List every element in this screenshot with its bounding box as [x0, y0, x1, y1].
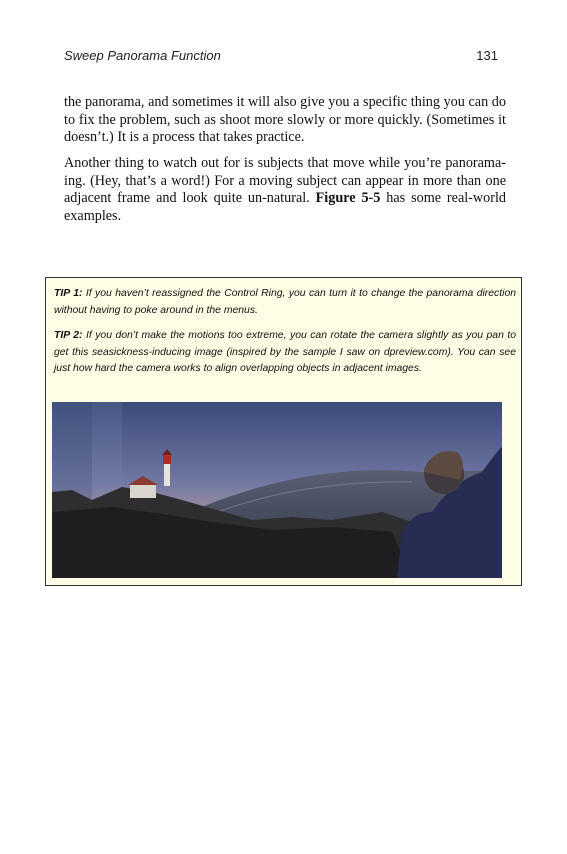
- page-number: 131: [476, 48, 498, 63]
- body-paragraph-1: the panorama, and sometimes it will also give you a specific thing you can do to fix the problem, such as shoot more slowly or more quickly. (Sometimes it doesn’t.) It is a process that takes practice.: [64, 94, 506, 145]
- panorama-image: [52, 402, 502, 578]
- figure-reference: Figure 5-5: [315, 190, 381, 206]
- paragraph-2-text: Another thing to watch out for is subjects that move while you’re panorama-ing. (Hey, that’s a word!) For a moving subject can appear in more than one adjacent frame and look quite un-natural.: [64, 155, 506, 206]
- paragraph-2-tail: has some real-world examples.: [64, 190, 507, 224]
- tip-2: [54, 328, 516, 378]
- tip-2-label: TIP 2:: [54, 330, 83, 341]
- page-header: [64, 48, 498, 66]
- body-paragraph-2: [64, 155, 506, 225]
- running-title: Sweep Panorama Function: [64, 48, 221, 63]
- panorama-photo: [52, 402, 502, 578]
- tip-1-text: If you haven’t reassigned the Control Ring, you can turn it to change the panorama direction without having to poke around in the menus.: [54, 288, 516, 316]
- tip-1: [54, 286, 516, 319]
- tip-2-text: If you don’t make the motions too extreme, you can rotate the camera slightly as you pan to get this seasickness-inducing image (inspired by the sample I saw on dpreview.com). You can see just how hard the camera works to align overlapping objects in adjacent images.: [54, 330, 516, 374]
- tip-box: [45, 277, 522, 586]
- tip-1-label: TIP 1:: [54, 288, 83, 299]
